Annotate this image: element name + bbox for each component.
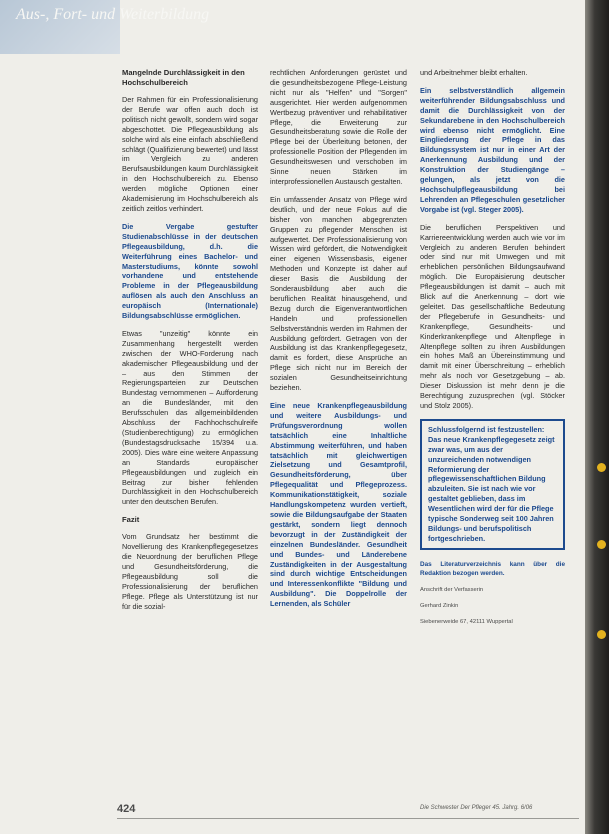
binder-dot: [597, 463, 606, 472]
bibliography-note: Das Literaturverzeichnis kann über die Redaktion bezogen werden.: [420, 560, 565, 577]
text-column-3: [420, 68, 565, 634]
paragraph: Etwas "unzeitig" könnte ein Zusammenhang hergestellt werden zwischen der WHO-Forderung nach akademischer Pflegeausbildung und der – aus den Stimmen der Regierungsparteien zur Deutschen Bundestag vernommenen – Aufforderung an die Bundesländer, mit den Berufsschulen das allgemeinbildenden Abschluss der Fachhochschulreife (Studienberechtigung) zu ermöglichen (Bundestagsdrucksache 15/394 u.a. 2005). Dies wäre eine weitere Anpassung an Standards europäischer Pflegeausbildungen und zugleich ein Beitrag zur bisher fehlenden Durchlässigkeit in den Hochschulbereich unter den deutschen Berufen.: [122, 328, 258, 507]
author-label: Anschrift der Verfasserin: [420, 586, 484, 593]
binder-dot: [597, 540, 606, 549]
fazit-heading: Fazit: [122, 515, 140, 525]
paragraph: Der Rahmen für ein Professionalisierung der Berufe war offen auch doch ist politisch nicht gewollt, sondern wird sogar abgeschottet. Die Pflegeausbildung als solche wird als eine einfach abschließend schlägt (Qualifizierung bewertet) und lässt im Vergleich zu anderen Berufsausbildungen kaum Durchlässigkeit in den Hochschulbereich zu. Ebenso werden mögliche Optionen einer Akademisierung im Hochschulbereich als zeitlich zeitlos verhindert.: [122, 95, 258, 213]
article-subheading: Mangelnde Durchlässigkeit in den Hochschulbereich: [122, 68, 245, 87]
highlighted-paragraph: Die Vergabe gestufter Studienabschlüsse in der deutschen Pflegeausbildung, d.h. die Weiterführung eines Bachelor- und Masterstudiums, könnte sowohl vorhandene und entstehende Probleme in der Pflegeausbildung auflösen als auch den Anschluss an europäisch (Internationale) Bildungsabschlüsse ermöglichen.: [122, 221, 258, 321]
text-column-1: [122, 68, 258, 620]
conclusion-box: [420, 419, 565, 550]
highlighted-paragraph: Ein selbstverständlich allgemein weiterführender Bildungsabschluss und damit die Durchlässigkeit von der Sekundarebene in den Hochschulbereich wird ebenso nicht ermöglicht. Eine Eingliederung der Pflege in das Bildungssystem ist nur in einer Art der Anerkennung Ausbildung und der Konstruktion der Studiengänge – gelungen, als jetzt von die Hochschulpflegeausbildung bei Lehrenden an Pflegeschulen gesetzlicher Vorgabe ist (vgl. Steger 2005).: [420, 85, 565, 214]
highlighted-paragraph: Eine neue Krankenpflegeausbildung und weitere Ausbildungs- und Prüfungsverordnung wollen tatsächlich eine Inhaltliche Abstimmung weiterführen, und haben tatsächlich mit gleichwertigen Zielsetzung und Gesamtprofil, Gesundheitsförderung, über Pflegequalität und Pflegeprozess. Kommunikationstätigkeit, soziale Handlungskompetenz wurden vertieft, sowie die Bildungsaufgabe der Staaten gestärkt, sondern liegt dennoch bevorzugt in der Zuständigkeit der einzelnen Bundesländer. Gesundheit und Bundes- und Länderebene Zuständigkeiten in der Ausgestaltung sind durch wichtige Entscheidungen und Interessenkonflikte "Bildung und Ausbildung". Die Doppelrolle der Lernenden, als Schüler: [270, 401, 407, 609]
paragraph: Vom Grundsatz her bestimmt die Novellierung des Krankenpflegegesetzes die Neuordnung der beruflichen Pflege und Gesundheitsförderung, die Pflegeausbildung soll die Professionalisierung der beruflichen Pflege. Pflege als Unterstützung ist nur für die sozial-: [122, 532, 258, 611]
journal-footer: Die Schwester Der Pfleger 45. Jahrg. 6/06: [420, 805, 533, 811]
paragraph: rechtlichen Anforderungen gerüstet und die gesundheitsbezogene Pflege-Leistung nicht nur als "Helfen" und "Sorgen" ausgerichtet. Hier werden aufgenommen Wertbezug präventiver und rehabilitativer Pflege, die Erweiterung zur Gesundheitsberatung sowie die Rolle der Pflege bei der Überleitung betonen, der professionelle Position der Pflegenden im Gesundheitswesen und verschoben im Sinne neuen Stärken im interprofessionellen Austausch gestalten.: [270, 68, 407, 186]
paragraph: und Arbeitnehmer bleibt erhalten.: [420, 68, 528, 77]
page-number: 424: [117, 803, 136, 815]
paragraph: Die beruflichen Perspektiven und Karriereentwicklung werden auch wie vor im Vergleich zu anderen Berufen behindert oder sind nur mit Umwegen und mit erheblichen persönlichen Bildungsaufwand möglich. Die Europäisierung deutscher Pflegeausbildungen ist damit – auch mit Blick auf die Anerkennung – dort wie geleitet. Das gesellschaftliche Bedeutung der Pflegeberufe in Gesundheits- und Krankenpflege, Gesundheits- und Kinderkrankenpflege und Altenpflege in Altenpflege sollten zu ihren Ausbildungen ein hohes Maß an Übereinstimmung und damit mit einer Überschreitung – erheblich mehr als noch vor Gesetzgebung – ab. Dieser Diskussion ist mehr denn je die Berechtigung zuzusprechen (vgl. Stöcker und Stolz 2005).: [420, 222, 565, 410]
text-column-2: [270, 68, 407, 617]
page-edge-shadow: [585, 0, 609, 834]
binder-dot: [597, 630, 606, 639]
author-address: Siebenerweide 67, 42111 Wuppertal: [420, 618, 513, 625]
author-name: Gerhard Zinkin: [420, 602, 459, 609]
footer-rule: [117, 818, 579, 819]
conclusion-text: Schlussfolgernd ist festzustellen: Das neue Krankenpflegegesetz zeigt zwar was, um aus der unzureichenden notwendigen Reformierung der pflegewissenschaftlichen Bildung abzuleiten. Sie ist nach wie vor gestaltet geblieben, dass im Wesentlichen wird der für die Pflege typische Sonderweg seit 100 Jahren Bildungs- und berufspolitisch fortgeschrieben.: [428, 424, 555, 543]
section-title: Aus-, Fort- und Weiterbildung: [16, 6, 210, 23]
paragraph: Ein umfassender Ansatz von Pflege wird deutlich, und der neue Fokus auf die bisher von manchen abgegrenzten Gruppen zu pflegender Menschen ist aufgewertet. Der Professionalisierung von Wissen wird gefördert, die Notwendigkeit einer eigenen Wissensbasis, eigener Methoden und Konzepte ist daher auf dieser Basis die Ausbildung der Sonderausbildung aber auch die beruflichen Realität hinausgehend, und Bezug durch die Eigenverantwortlichen Handeln und professionellen Selbstverständnis werden im Rahmen der Ausbildung gefördert. Getragen von der Ausbildung ist das Krankenpflegegesetz, damit es fordert, diese Ansprüche an Pflege sich nicht nur im Bereich der sozialen Gesundheitseinrichtung beziehen.: [270, 194, 407, 393]
